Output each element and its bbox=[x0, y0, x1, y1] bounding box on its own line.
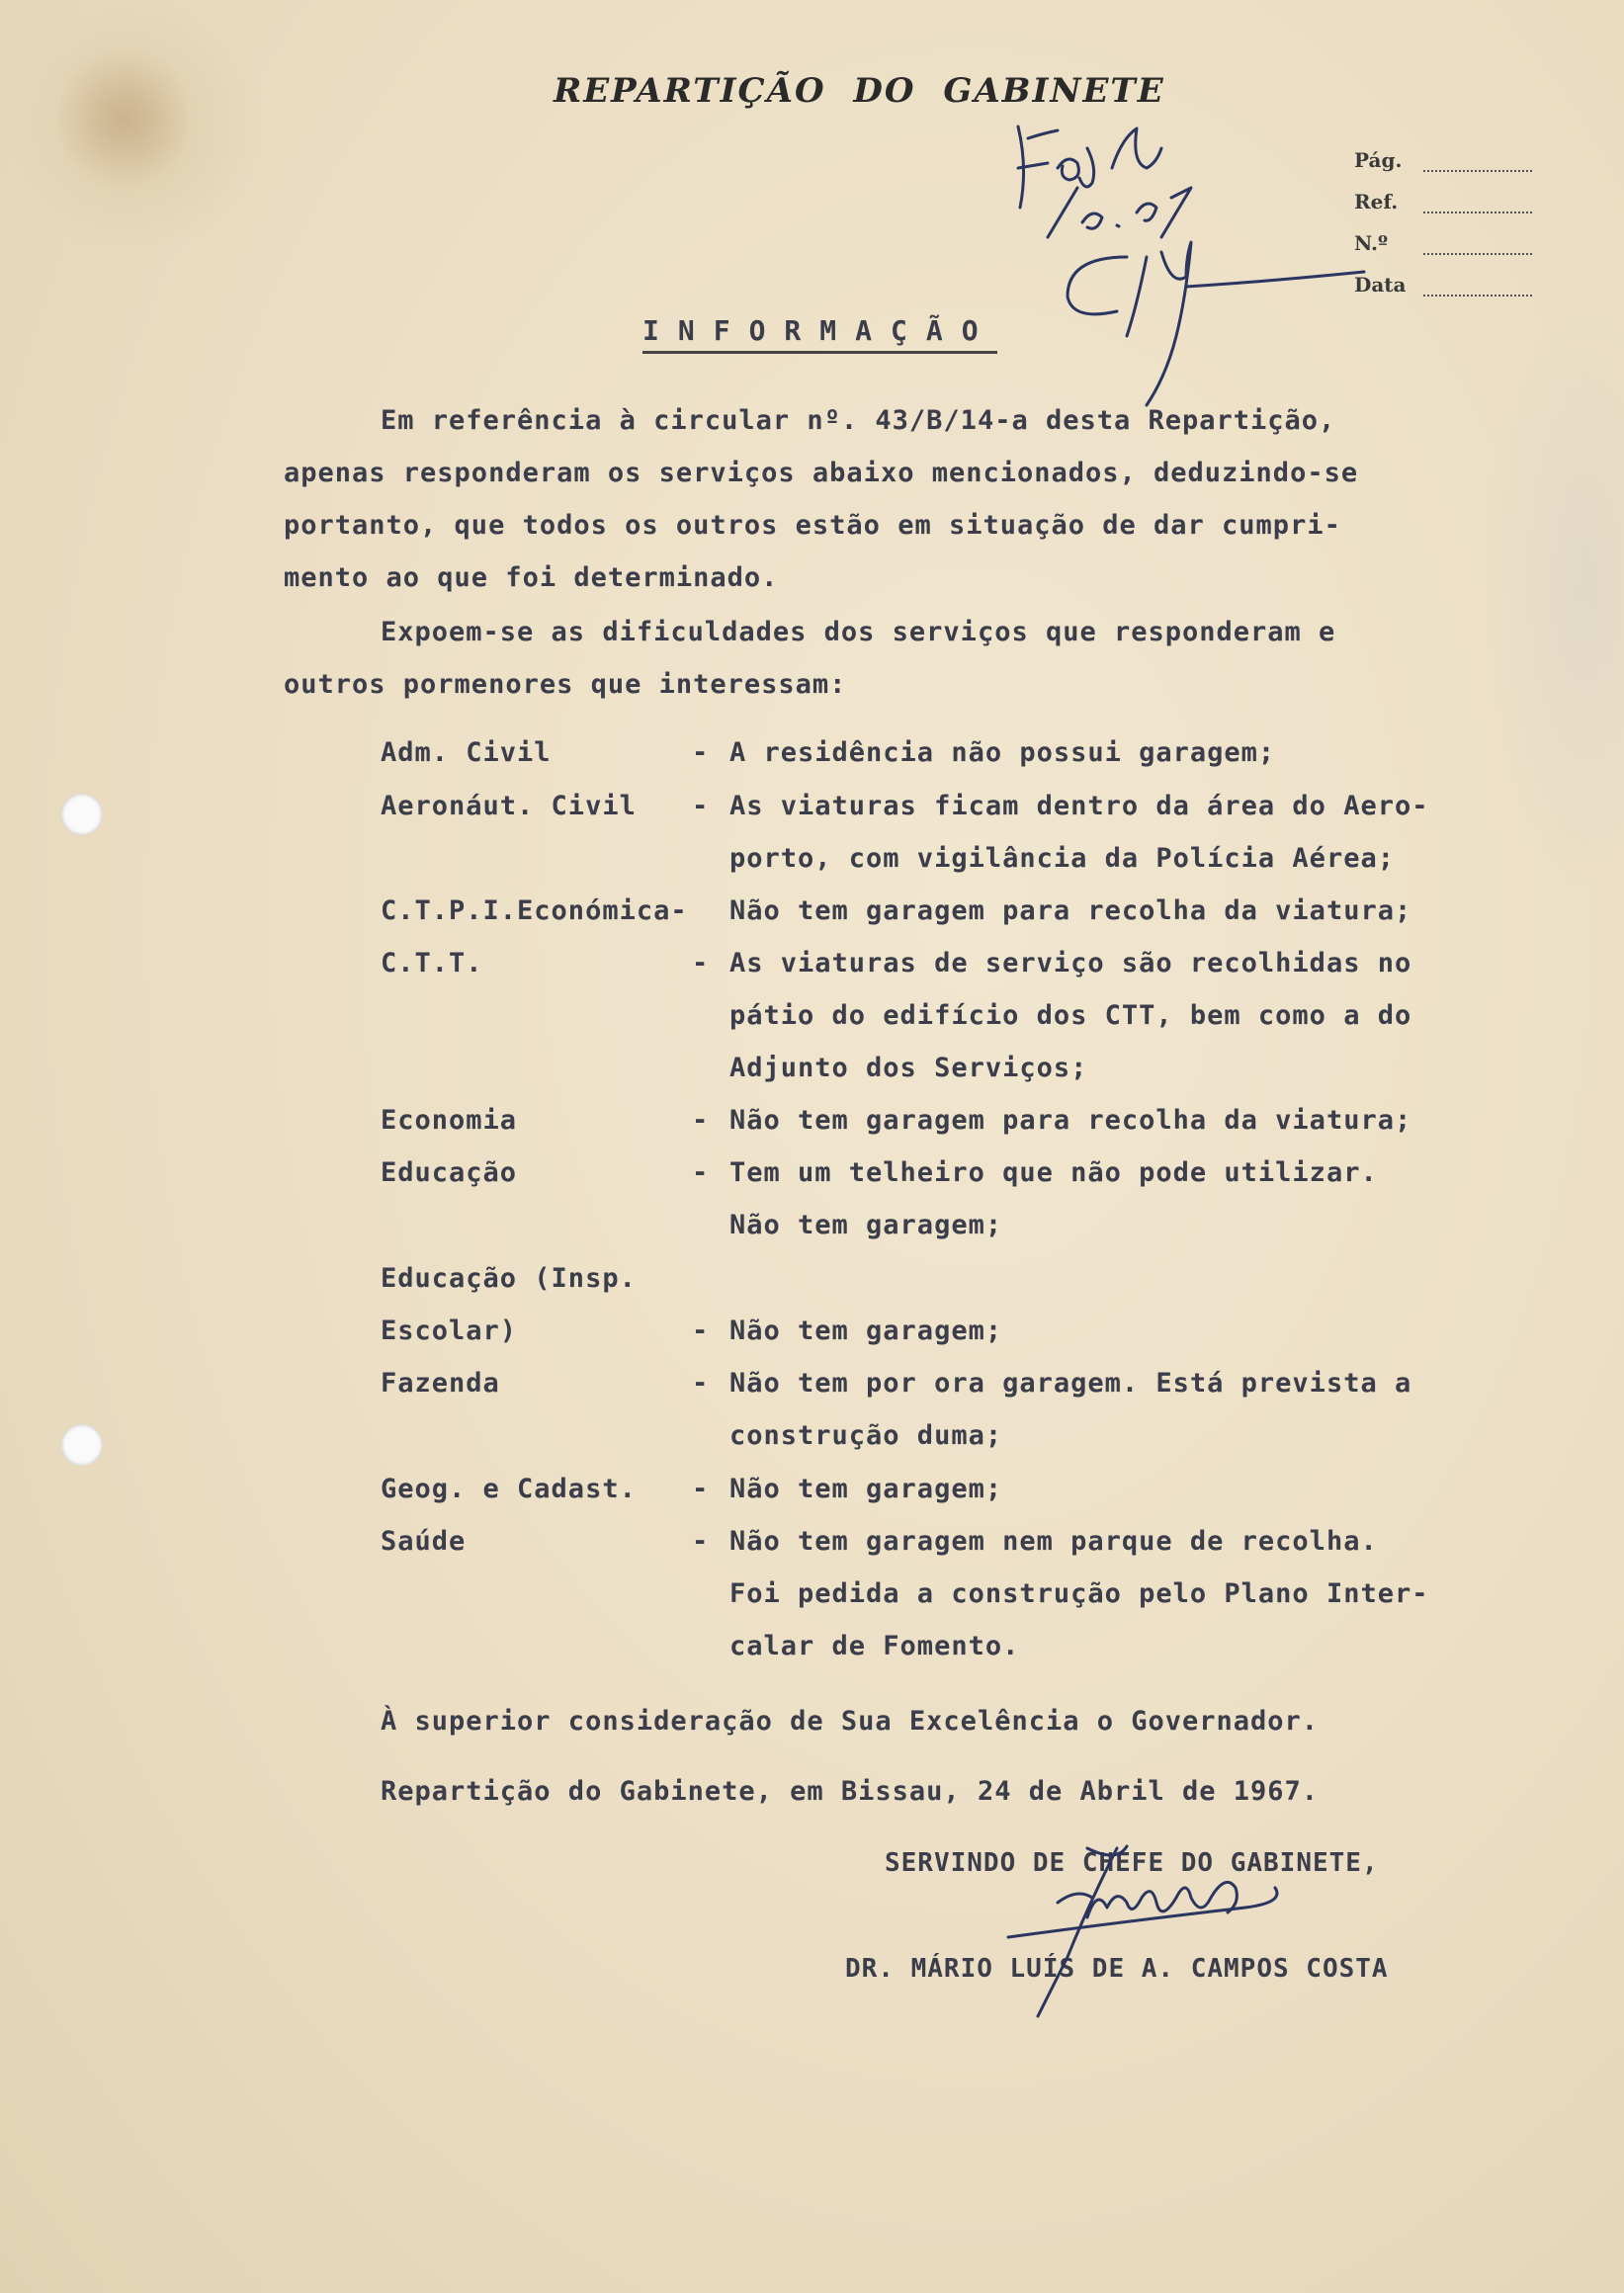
service-desc: pátio do edifício dos CTT, bem como a do bbox=[729, 1000, 1412, 1031]
stain-top-left bbox=[59, 40, 188, 198]
intro-line-3: portanto, que todos os outros estão em situação de dar cumpri- bbox=[284, 510, 1341, 541]
difficulties-line-2: outros pormenores que interessam: bbox=[284, 669, 847, 700]
service-desc: calar de Fomento. bbox=[729, 1631, 1020, 1661]
service-dash: - bbox=[692, 737, 710, 768]
service-dash: - bbox=[692, 948, 710, 978]
service-desc: Não tem garagem nem parque de recolha. bbox=[729, 1526, 1378, 1557]
ref-line-date bbox=[1423, 295, 1532, 297]
intro-line-1: Em referência à circular nº. 43/B/14-a desta Repartição, bbox=[381, 405, 1336, 436]
ref-label-date: Data bbox=[1354, 273, 1407, 297]
service-desc: Não tem garagem; bbox=[729, 1210, 1003, 1240]
service-entity: Educação (Insp. bbox=[381, 1263, 637, 1294]
service-dash: - bbox=[692, 1316, 710, 1346]
service-entity: C.T.T. bbox=[381, 948, 483, 978]
ref-line-ref bbox=[1423, 212, 1532, 213]
service-entity: Fazenda bbox=[381, 1368, 500, 1399]
service-desc: Não tem garagem; bbox=[729, 1316, 1003, 1346]
service-desc: construção duma; bbox=[729, 1420, 1003, 1451]
letterhead: REPARTIÇÃO DO GABINETE bbox=[554, 71, 1165, 111]
ref-line-number bbox=[1423, 253, 1532, 255]
document-heading: INFORMAÇÃO bbox=[642, 314, 997, 354]
service-entity: C.T.P.I.Económica- bbox=[381, 895, 688, 926]
service-desc: A residência não possui garagem; bbox=[729, 737, 1276, 768]
place-date-line: Repartição do Gabinete, em Bissau, 24 de Abril de 1967. bbox=[381, 1776, 1320, 1807]
ref-label-number: N.º bbox=[1354, 231, 1388, 255]
service-dash: - bbox=[692, 1474, 710, 1504]
service-desc: Não tem garagem para recolha da viatura; bbox=[729, 895, 1412, 926]
ref-label-page: Pág. bbox=[1354, 148, 1403, 172]
service-dash: - bbox=[692, 1157, 710, 1188]
service-entity: Adm. Civil bbox=[381, 737, 552, 768]
service-entity: Educação bbox=[381, 1157, 518, 1188]
service-desc: Adjunto dos Serviços; bbox=[729, 1053, 1088, 1083]
closing-line: À superior consideração de Sua Excelência o Governador. bbox=[381, 1706, 1320, 1737]
service-dash: - bbox=[692, 791, 710, 821]
service-desc: As viaturas ficam dentro da área do Aero- bbox=[729, 791, 1429, 821]
service-entity: Geog. e Cadast. bbox=[381, 1474, 637, 1504]
service-dash: - bbox=[692, 1105, 710, 1136]
service-desc: Não tem garagem para recolha da viatura; bbox=[729, 1105, 1412, 1136]
service-dash: - bbox=[692, 1368, 710, 1399]
service-desc: Não tem garagem; bbox=[729, 1474, 1003, 1504]
service-desc: Foi pedida a construção pelo Plano Inter- bbox=[729, 1578, 1429, 1609]
service-entity: Escolar) bbox=[381, 1316, 518, 1346]
service-dash: - bbox=[692, 1526, 710, 1557]
intro-line-2: apenas responderam os serviços abaixo mencionados, deduzindo-se bbox=[284, 458, 1359, 488]
service-desc: Não tem por ora garagem. Está prevista a bbox=[729, 1368, 1412, 1399]
signatory-name: DR. MÁRIO LUÍS DE A. CAMPOS COSTA bbox=[845, 1954, 1389, 1984]
service-entity: Saúde bbox=[381, 1526, 467, 1557]
punch-hole-lower bbox=[61, 1424, 103, 1466]
stain-right-edge bbox=[1483, 297, 1624, 890]
ref-line-page bbox=[1423, 170, 1532, 172]
service-desc: As viaturas de serviço são recolhidas no bbox=[729, 948, 1412, 978]
stain-top-left-2 bbox=[10, 0, 267, 257]
difficulties-line-1: Expoem-se as dificuldades dos serviços que responderam e bbox=[381, 617, 1336, 647]
service-desc: porto, com vigilância da Polícia Aérea; bbox=[729, 843, 1395, 874]
ref-label-ref: Ref. bbox=[1354, 190, 1399, 213]
signature-role: SERVINDO DE CHEFE DO GABINETE, bbox=[885, 1848, 1379, 1878]
handwritten-annotation-icon bbox=[988, 109, 1404, 425]
punch-hole-upper bbox=[61, 794, 103, 835]
service-entity: Economia bbox=[381, 1105, 518, 1136]
intro-line-4: mento ao que foi determinado. bbox=[284, 562, 779, 593]
service-desc: Tem um telheiro que não pode utilizar. bbox=[729, 1157, 1378, 1188]
service-entity: Aeronáut. Civil bbox=[381, 791, 637, 821]
